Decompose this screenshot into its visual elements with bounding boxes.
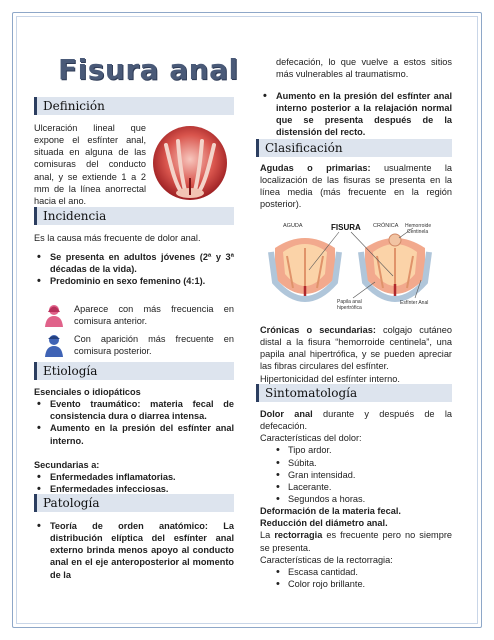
cronica-illustration (361, 234, 429, 299)
list-item: • Segundos a horas. (260, 493, 452, 505)
label-papila-1: Papila anal (337, 299, 362, 305)
heading-definicion: Definición (34, 97, 234, 115)
label-cronica: CRÓNICA (373, 223, 399, 229)
list-item: • Evento traumático: materia fecal de consistencia dura o diarrea intensa. (34, 398, 234, 422)
etiologia-block (34, 386, 234, 495)
heading-patologia: Patología (34, 494, 234, 512)
label-centinela: Centinela (407, 229, 429, 235)
female-icon (44, 303, 64, 327)
reduccion: Reducción del diámetro anal. (260, 518, 388, 529)
label-hemorroide: Hemorroide (405, 223, 432, 229)
patologia-extra (260, 90, 452, 139)
list-item: • Lacerante. (260, 481, 452, 493)
incidencia-list (34, 251, 234, 287)
patologia-list (34, 520, 234, 581)
list-item: • Aumento en la presión del esfínter anal interno. (34, 422, 234, 446)
patologia-continuation: defecación, lo que vuelve a estos sitios más vulnerables al traumatismo. (276, 57, 452, 80)
deformacion: Deformación de la materia fecal. (260, 506, 401, 517)
car-rect: Características de la rectorragia: (260, 554, 393, 565)
list-item: • Enfermedades infecciosas. (34, 483, 234, 495)
list-item: • Tipo ardor. (260, 444, 452, 456)
list-item: • Se presenta en adultos jóvenes (2ª y 3ª décadas de la vida). (34, 251, 234, 275)
sintomatologia-block: Dolor anal durante y después de la defecación. Características del dolor: • Tipo ardor. • Súbita. • Gran intensidad. • Lacerante. • Segundos a horas. Deformación de la materia fecal. Reducción del diámetro anal. La rectorragia es frecuente pero no siempre se presenta. Características de la rectorragia: • Escasa cantidad. • Color rojo brillante. (260, 408, 452, 590)
list-item: • Gran intensidad. (260, 469, 452, 481)
etiologia-list-2 (34, 471, 234, 495)
list-item: • Color rojo brillante. (260, 578, 452, 590)
etiologia-sub2: Secundarias a: (34, 459, 100, 470)
patologia-block (34, 520, 234, 581)
label-fisura: FISURA (331, 223, 361, 232)
incidencia-intro: Es la causa más frecuente de dolor anal. (34, 233, 201, 243)
cronicas-extra: Hipertonicidad del esfínter interno. (260, 373, 400, 384)
heading-clasificacion: Clasificación (256, 139, 452, 157)
agudas-text: Agudas o primarias: usualmente la localización de las fisuras se presenta en la línea media (más frecuente en la región posterior). (260, 163, 452, 210)
etiologia-sub1: Esenciales o idiopáticos (34, 387, 141, 397)
heading-sintomatologia: Sintomatología (256, 384, 452, 402)
male-icon (44, 333, 64, 357)
patologia-extra-list (260, 90, 452, 139)
anal-canal-illustration (150, 123, 230, 203)
list-item: • Teoría de orden anatómico: La distribución elíptica del esfínter anal externo brinda menos apoyo al conducto anal en el eje anteroposterior al momento de la (34, 520, 234, 581)
label-esfinter: Esfínter Anal (400, 300, 429, 306)
dolor-list (260, 444, 452, 505)
label-aguda: AGUDA (283, 223, 303, 229)
cronicas-block: Crónicas o secundarias: colgajo cutáneo distal a la fisura “hemorroide centinela”, una papila anal hipertrófica, y se pueden apreciar las fibras circulares del esfínter. Hipertonicidad del esfínter interno. (260, 325, 452, 384)
car-dolor: Características del dolor: (260, 433, 362, 444)
list-item: • Enfermedades inflamatorias. (34, 471, 234, 483)
female-text: Aparece con más frecuencia en comisura anterior. (74, 304, 234, 327)
etiologia-list-1 (34, 398, 234, 447)
list-item: • Aumento en la presión del esfínter anal interno posterior a la relajación normal que se presenta después de la distensión del recto. (260, 90, 452, 139)
heading-incidencia: Incidencia (34, 207, 234, 225)
incidencia-block (34, 232, 234, 288)
male-text: Con aparición más frecuente en comisura posterior. (74, 334, 234, 357)
rect-list (260, 566, 452, 590)
list-item: • Escasa cantidad. (260, 566, 452, 578)
fissure-diagram (265, 218, 445, 318)
list-item: • Predominio en sexo femenino (4:1). (34, 275, 234, 287)
definicion-text: Ulceración lineal que expone el esfínter anal, situada en alguna de las comisuras del conducto anal, y se extiende 1 a 2 mm de la línea anorrectal hacia el ano. (34, 123, 146, 206)
page-title: Fisura anal (58, 53, 239, 86)
list-item: • Súbita. (260, 457, 452, 469)
aguda-illustration (271, 238, 339, 299)
heading-etiologia: Etiología (34, 362, 234, 380)
label-papila-2: hipertrófica (337, 305, 362, 311)
